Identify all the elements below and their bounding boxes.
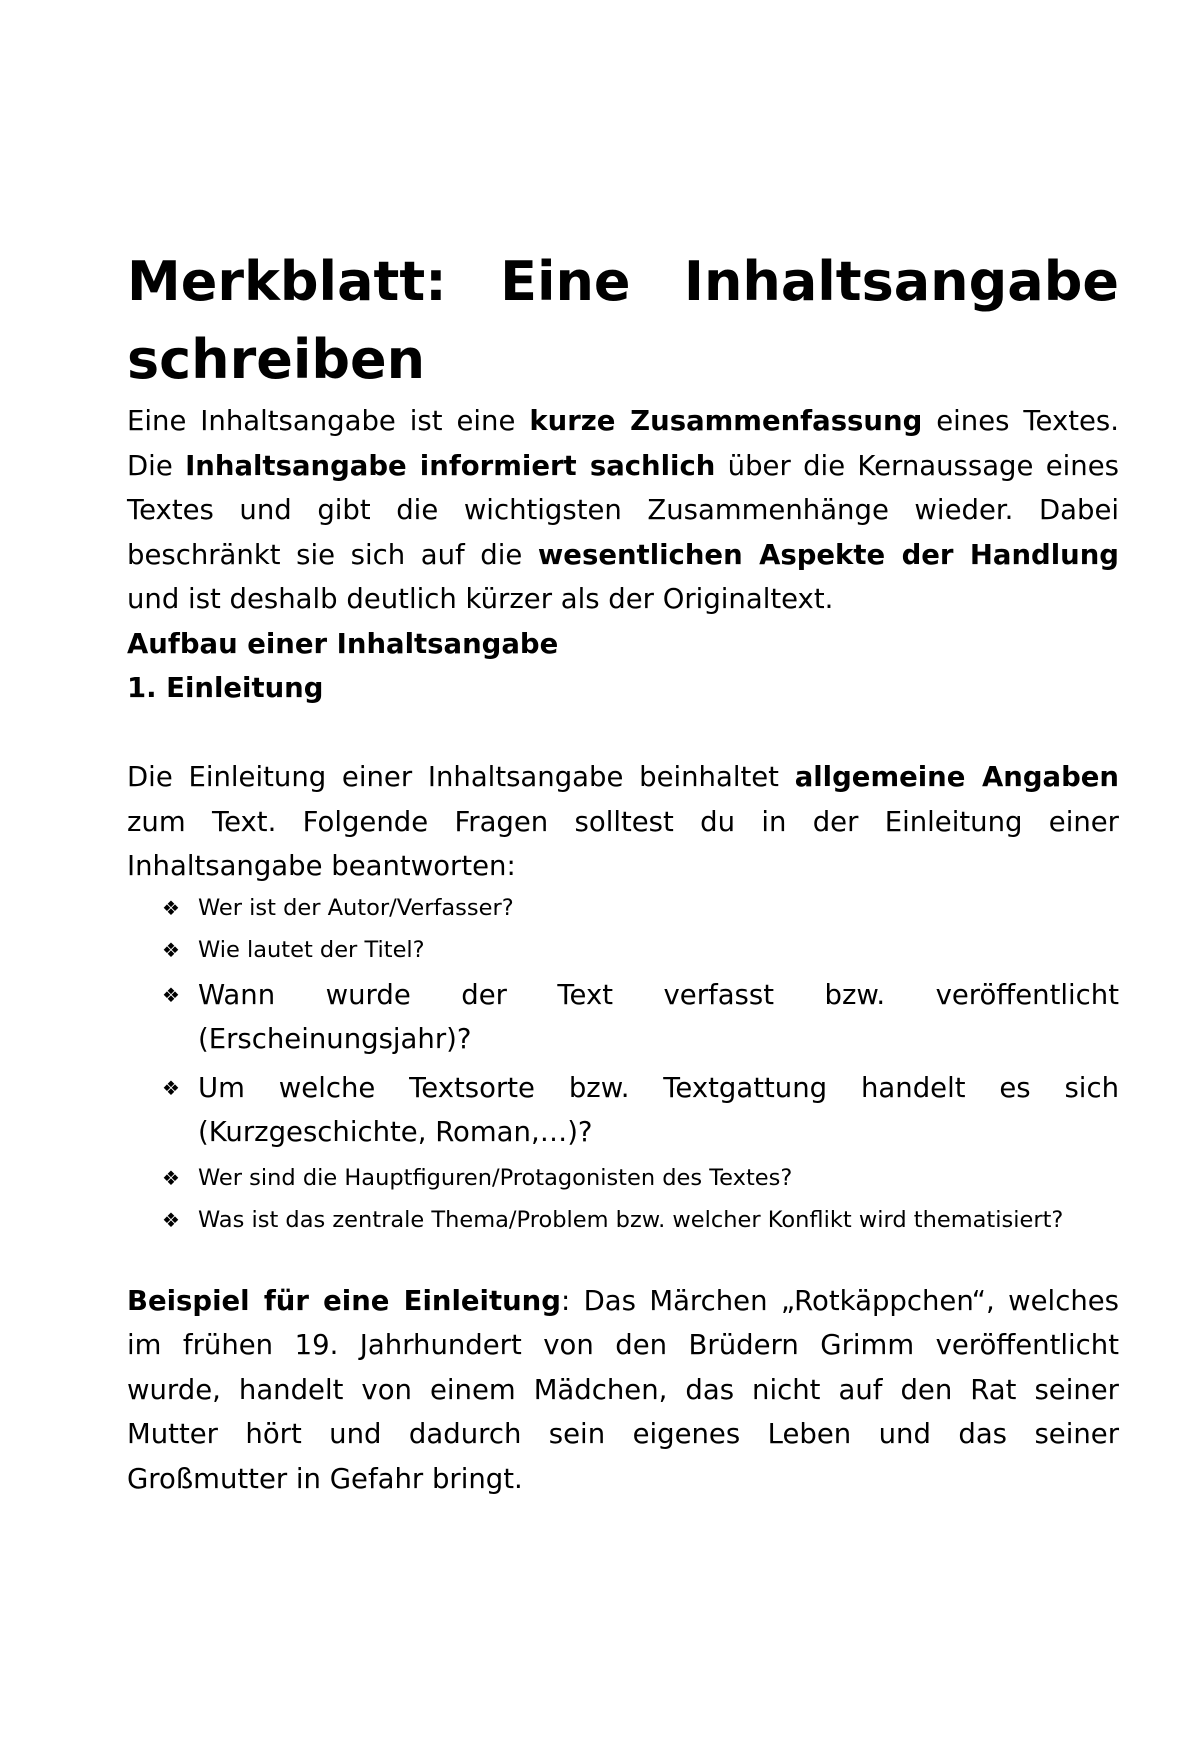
list-item-text: Wann wurde der Text verfasst bzw. veröffentlicht (Erscheinungsjahr)? (198, 978, 1119, 1055)
einleitung-bold-1: allgemeine Angaben (794, 761, 1119, 793)
page-title (127, 243, 1119, 399)
list-item (162, 1201, 1119, 1240)
diamond-bullet-icon: ❖ (162, 1075, 180, 1100)
intro-paragraph (127, 399, 1119, 622)
list-item (162, 1066, 1119, 1155)
intro-text-3: über die Kernaussage eines Textes und gibt die wichtigsten Zusammenhänge wieder. Dabei beschränkt sie sich auf die (127, 449, 1119, 571)
title-line-2: schreiben (127, 328, 426, 391)
document-page (127, 243, 1119, 1501)
diamond-bullet-icon: ❖ (162, 1165, 180, 1190)
title-word-inhaltsangabe: Inhaltsangabe (683, 250, 1119, 313)
list-item-text: Wie lautet der Titel? (198, 936, 425, 963)
intro-bold-2: Inhaltsangabe informiert sachlich (185, 449, 716, 482)
subsection-heading: 1. Einleitung (127, 672, 324, 704)
list-item-text: Um welche Textsorte bzw. Textgattung handelt es sich (Kurzgeschichte, Roman,…)? (198, 1071, 1119, 1148)
diamond-bullet-icon: ❖ (162, 895, 180, 920)
list-item (162, 889, 1119, 928)
example-label: Beispiel für eine Einleitung (127, 1284, 561, 1317)
list-item (162, 973, 1119, 1062)
diamond-bullet-icon: ❖ (162, 982, 180, 1007)
intro-bold-1: kurze Zusammenfassung (529, 405, 923, 437)
intro-text-1: Eine Inhaltsangabe ist eine (127, 405, 530, 437)
title-word-eine: Eine (500, 250, 631, 313)
question-list (127, 889, 1119, 1240)
section-heading: Aufbau einer Inhaltsangabe (127, 627, 559, 660)
diamond-bullet-icon: ❖ (162, 937, 180, 962)
intro-bold-3: wesentlichen Aspekte der Handlung (537, 538, 1119, 571)
example-text: : Das Märchen „Rotkäppchen“, welches im frühen 19. Jahrhundert von den Brüdern Grimm veröffentlicht wurde, handelt von einem Mädchen, das nicht auf den Rat seiner Mutter hört und dadurch sein eigenes Leben und das seiner Großmutter in Gefahr bringt. (127, 1284, 1119, 1495)
list-item-text: Was ist das zentrale Thema/Problem bzw. welcher Konflikt wird thematisiert? (198, 1206, 1064, 1233)
einleitung-text-1: Die Einleitung einer Inhaltsangabe beinhaltet (127, 761, 795, 793)
blank-line (127, 711, 1119, 756)
title-line-1 (127, 243, 1119, 321)
intro-text-4: und ist deshalb deutlich kürzer als der Originaltext. (127, 583, 834, 615)
einleitung-text-2: zum Text. Folgende Fragen solltest du in der Einleitung einer Inhaltsangabe beantworten: (127, 805, 1119, 882)
intro-text-2: eines Textes. Die (127, 405, 1120, 482)
title-word-merkblatt: Merkblatt: (127, 250, 447, 313)
diamond-bullet-icon: ❖ (162, 1207, 180, 1232)
list-item-text: Wer sind die Hauptfiguren/Protagonisten des Textes? (198, 1164, 793, 1191)
example-paragraph (127, 1279, 1119, 1502)
blank-line (127, 1243, 1119, 1279)
list-item (162, 1159, 1119, 1198)
list-item-text: Wer ist der Autor/Verfasser? (198, 894, 514, 921)
einleitung-paragraph (127, 755, 1119, 889)
list-item (162, 931, 1119, 970)
